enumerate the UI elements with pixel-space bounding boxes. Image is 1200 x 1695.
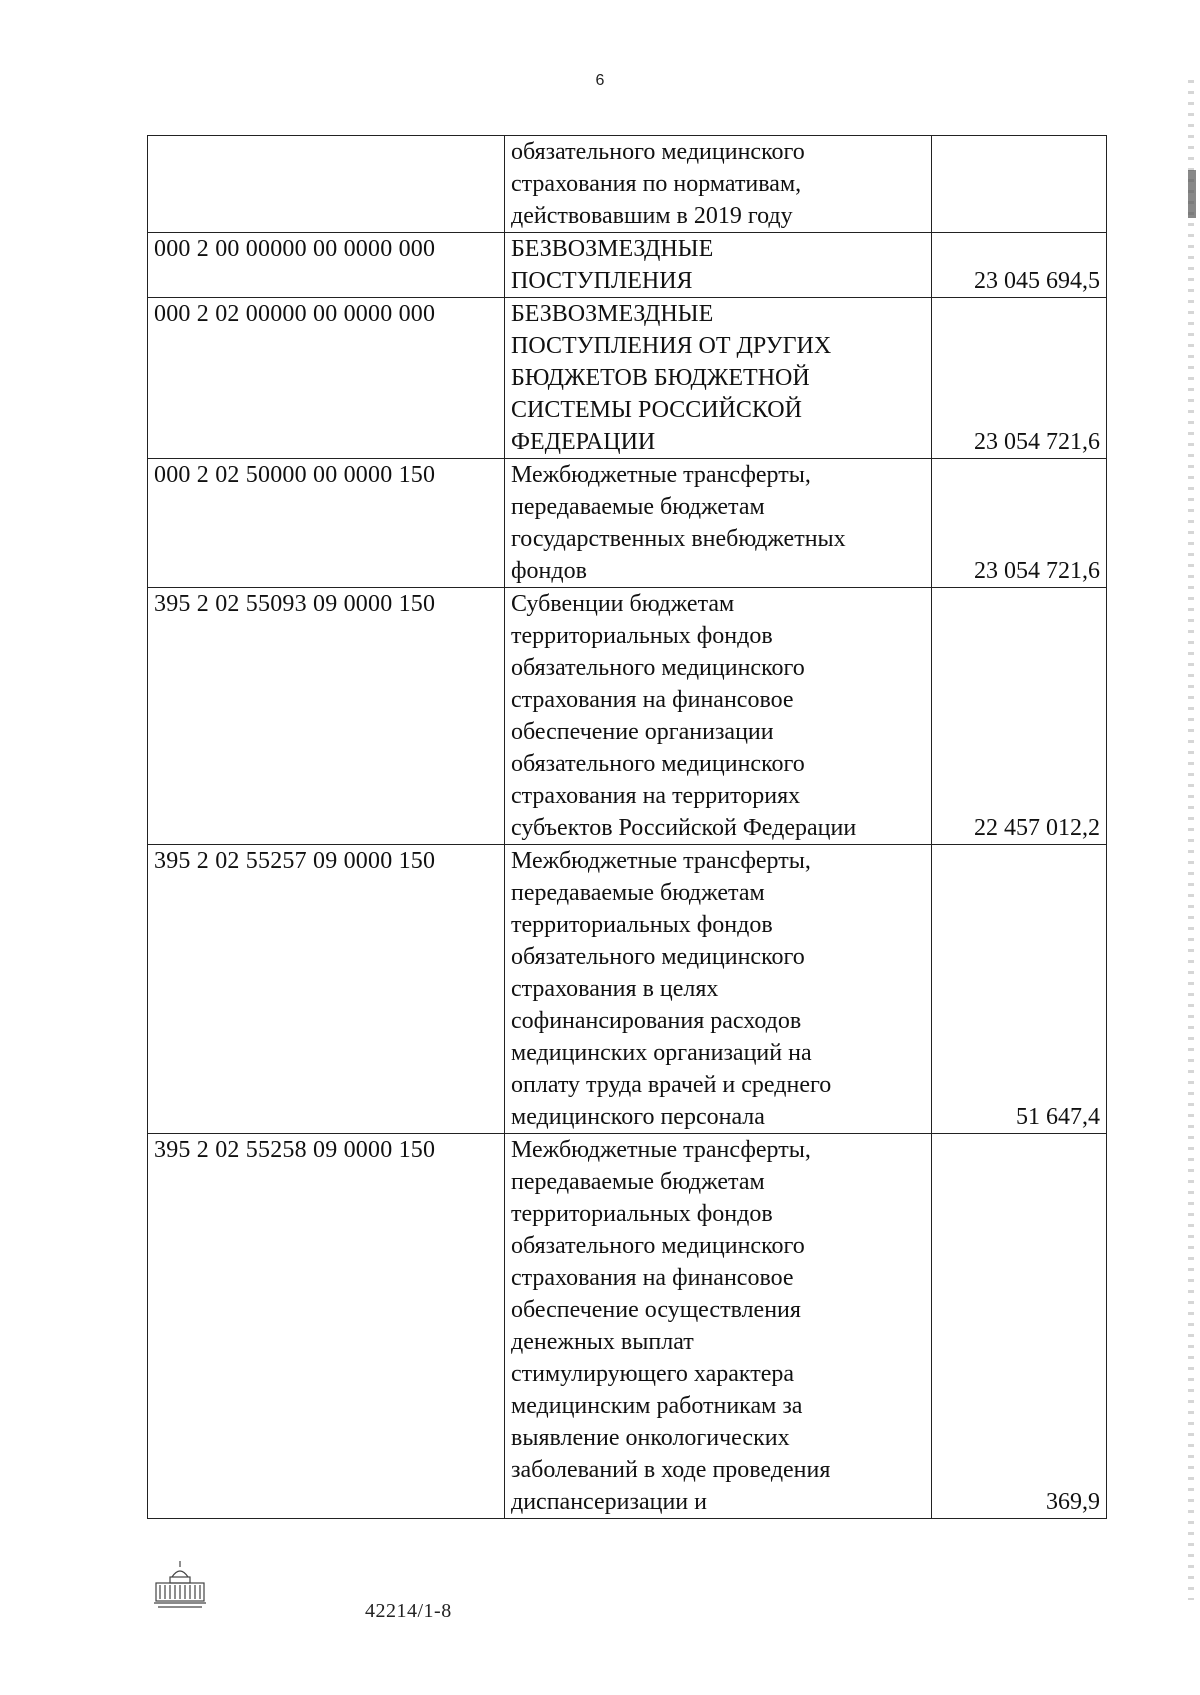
row-name: Межбюджетные трансферты, передаваемые бюджетам государственных внебюджетных фондов	[505, 459, 932, 588]
row-code: 000 2 02 50000 00 0000 150	[148, 459, 505, 588]
row-code: 395 2 02 55093 09 0000 150	[148, 588, 505, 845]
page-number: 6	[595, 72, 605, 89]
budget-revenue-table	[147, 135, 1107, 1519]
row-code: 000 2 02 00000 00 0000 000	[148, 298, 505, 459]
row-name: обязательного медицинского страхования по нормативам, действовавшим в 2019 году	[505, 136, 932, 233]
table-row	[148, 459, 1107, 588]
row-sum: 23 054 721,6	[932, 298, 1107, 459]
row-code	[148, 136, 505, 233]
row-name: БЕЗВОЗМЕЗДНЫЕ ПОСТУПЛЕНИЯ ОТ ДРУГИХ БЮДЖЕТОВ БЮДЖЕТНОЙ СИСТЕМЫ РОССИЙСКОЙ ФЕДЕРАЦИИ	[505, 298, 932, 459]
document-number: 42214/1-8	[365, 1600, 452, 1622]
row-sum: 23 045 694,5	[932, 233, 1107, 298]
row-name: Субвенции бюджетам территориальных фондов обязательного медицинского страхования на финансовое обеспечение организации обязательного медицинского страхования на территориях субъектов Российской Федерации	[505, 588, 932, 845]
table-row	[148, 136, 1107, 233]
row-code: 395 2 02 55257 09 0000 150	[148, 845, 505, 1134]
table-row	[148, 1134, 1107, 1519]
row-name: БЕЗВОЗМЕЗДНЫЕ ПОСТУПЛЕНИЯ	[505, 233, 932, 298]
scan-margin-artifact	[1188, 80, 1194, 1600]
row-sum: 369,9	[932, 1134, 1107, 1519]
parliament-building-logo-icon	[150, 1555, 210, 1613]
row-name: Межбюджетные трансферты, передаваемые бюджетам территориальных фондов обязательного медицинского страхования в целях софинансирования расходов медицинских организаций на оплату труда врачей и среднего медицинского персонала	[505, 845, 932, 1134]
scan-margin-mark	[1188, 170, 1196, 218]
row-sum: 22 457 012,2	[932, 588, 1107, 845]
row-code: 000 2 00 00000 00 0000 000	[148, 233, 505, 298]
row-name: Межбюджетные трансферты, передаваемые бюджетам территориальных фондов обязательного медицинского страхования на финансовое обеспечение осуществления денежных выплат стимулирующего характера медицинским работникам за выявление онкологических заболеваний в ходе проведения диспансеризации и	[505, 1134, 932, 1519]
table-row	[148, 298, 1107, 459]
row-code: 395 2 02 55258 09 0000 150	[148, 1134, 505, 1519]
table-row	[148, 233, 1107, 298]
table-row	[148, 845, 1107, 1134]
row-sum: 23 054 721,6	[932, 459, 1107, 588]
row-sum	[932, 136, 1107, 233]
row-sum: 51 647,4	[932, 845, 1107, 1134]
table-row	[148, 588, 1107, 845]
